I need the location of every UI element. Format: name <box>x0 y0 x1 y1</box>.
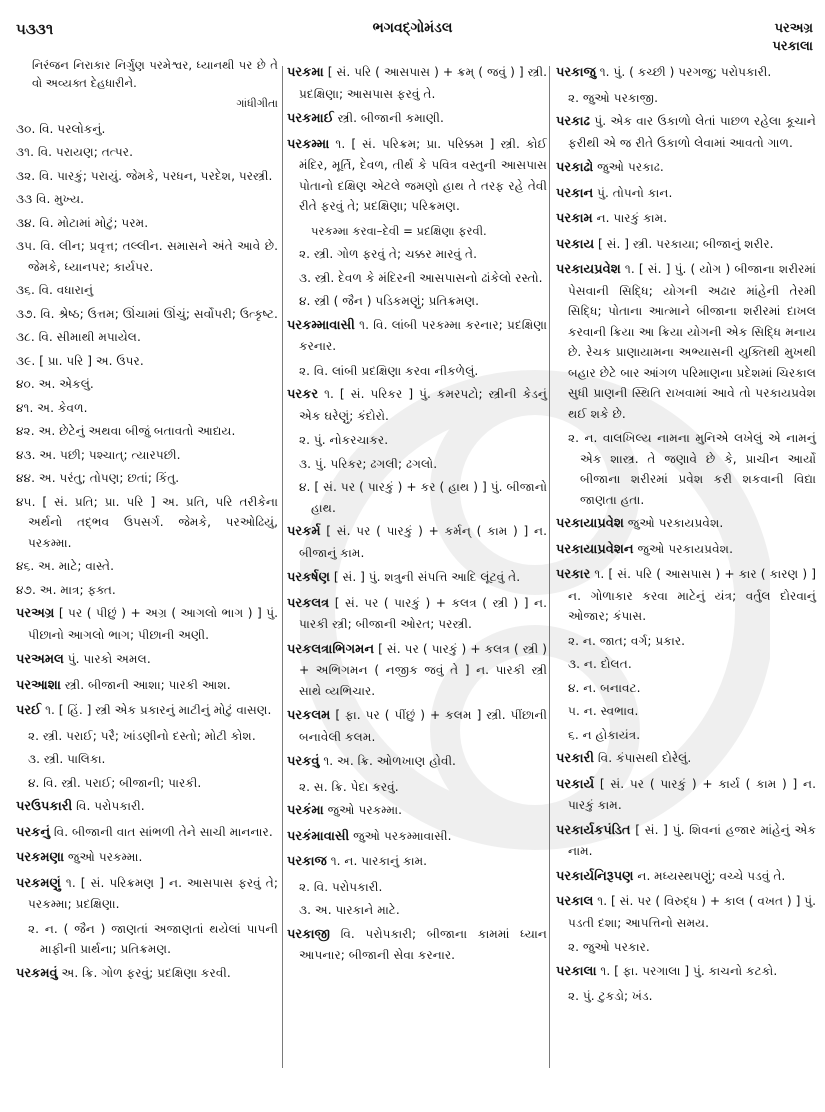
sense: ૩૫. વિ. લીન; પ્રવૃત્ત; તલ્લીન. સમાસને અંતે આવે છે. જેમકે, ધ્યાનપર; કાર્યપર. <box>16 239 278 274</box>
dictionary-entry <box>556 820 816 862</box>
definition: [ સં. ] સ્ત્રી. પરકાયા; બીજાનું શરીર. <box>598 236 774 251</box>
definition: સ્ત્રી. બીજાની કમાણી. <box>337 111 444 125</box>
headword: પરકમણું <box>16 875 61 891</box>
headword: પરકાઢો <box>556 160 594 175</box>
sense: ૨. વિ. લાંબી પ્રદક્ષિણા કરવા નીકળેલું. <box>299 363 479 378</box>
definition: [ સં. ] પું. શત્રુની સંપત્તિ આદિ લૂંટવું તે. <box>333 570 521 584</box>
dictionary-entry <box>287 924 547 966</box>
dictionary-entry <box>16 649 278 671</box>
sense: ૬. ન હોકાયંત્ર. <box>568 727 641 742</box>
headword: પરકાયાપ્રવેશન <box>556 541 634 557</box>
sense: ૪૭. અ. માત્ર; ફક્ત. <box>16 582 116 597</box>
headword: પરકાલા <box>556 963 597 979</box>
dictionary-entry <box>287 639 547 702</box>
headword: પરકંમાવાસી <box>287 828 350 844</box>
headword: પરકાર <box>556 567 591 582</box>
headword: પરકર્મ <box>287 524 321 539</box>
headword: પરકર <box>287 387 319 402</box>
definition: ૧. [ સં. પરિક્રમ; પ્રા. પરિક્કમ ] સ્ત્રી. કોઈ મંદિર, મૂર્તિ, દેવળ, તીર્થ કે પવિત્ર વસ્તુની આસપાસ પોતાનો દક્ષિણ એટલે જમણો હાથ તે તરફ રહે તેવી રીતે ફરવું તે; પ્રદક્ષિણા; પરિક્રમણ. <box>299 136 548 213</box>
dictionary-entry <box>556 62 816 84</box>
definition: ૧. [ સં. ] પું. ( યોગ ) બીજાના શરીરમાં પેસવાની સિદ્ધિ; યોગની અઢાર માંહેની તેરમી સિદ્ધિ; પોતાના આત્માને બીજાના શરીરમાં દાખલ કરવાની ક્રિયા આ ક્રિયા યોગની એક સિદ્ધિ મનાય છે. રેચક પ્રાણાયામના અભ્યાસની યુક્તિથી મુખથી બહાર છેટે બાર આંગળ પરિમાણના પ્રદેશમાં ચિરકાલ સુધી પ્રાણની સ્થિતિ રાખવામાં આવે તો પરકાયપ્રવેશ થઈ શકે છે. <box>568 262 816 421</box>
definition: ૧. [ હિં. ] સ્ત્રી એક પ્રકારનું માટીનું મોટું વાસણ. <box>45 703 272 717</box>
headword: પરકલત્ર <box>287 595 330 611</box>
sense: ૨. સ. ક્રિ. પેદા કરવું. <box>299 779 399 794</box>
headword: પરકાઢ <box>556 114 590 129</box>
definition: ૧. [ ફા. પરગાલા ] પું. કાચનો કટકો. <box>600 963 778 978</box>
sense: ૪૫. [ સં. પ્રતિ; પ્રા. પરિ ] અ. પ્રતિ, પરિ તરીકેના અર્થનો તદ્ભવ ઉપસર્ગ. જેમકે, પરઓઢિયું, પરકમ્મા. <box>16 494 278 550</box>
dictionary-entry <box>287 315 547 357</box>
dictionary-entry <box>556 157 816 179</box>
headword: પરકારી <box>556 751 594 766</box>
headword: પરકાજુ <box>556 65 596 80</box>
sense: ૪૪. અ. પરંતુ; તોપણ; છતાં; કિંતુ. <box>16 471 180 485</box>
headword: પરકલત્રાભિગમન <box>287 641 375 657</box>
sense: ૩૪. વિ. મોટામાં મોટું; પરમ. <box>16 215 149 230</box>
headword: પરકર્ષણ <box>287 570 330 585</box>
headword: પરકમ્માવાસી <box>287 317 355 333</box>
definition: ૧. [ સં. પરિ ( આસપાસ ) + કાર ( કારણ ) ] ન. ગોળાકાર કરવા માટેનું યંત્ર; વર્તુલ દોરવાનું ઓજાર; કંપાસ. <box>568 567 817 623</box>
dictionary-entry <box>556 891 816 933</box>
dictionary-entry <box>556 539 816 561</box>
sense: ૩. પું. પરિકર; ઢગલી; ઢગલો. <box>299 456 438 471</box>
dictionary-entry <box>287 851 547 873</box>
column-divider <box>549 66 550 1068</box>
headword: પરકાય <box>556 236 595 252</box>
headword: પરકમાઈ <box>287 111 334 126</box>
sense: ૪૩. અ. પછી; પશ્ચાત્; ત્યારપછી. <box>16 447 181 462</box>
headword: પરકામ <box>556 211 593 226</box>
dictionary-entry <box>287 108 547 130</box>
dictionary-entry <box>556 513 816 535</box>
definition: ૧. [ સં. પરિક્રમણ ] ન. આસપાસ ફરવું તે; પરકમ્મા; પ્રદક્ષિણા. <box>28 875 278 911</box>
dictionary-entry <box>16 700 278 722</box>
dictionary-entry <box>556 774 816 816</box>
dictionary-entry <box>16 796 278 818</box>
headword: પરકનું <box>16 824 51 840</box>
definition: [ સં. ] પું. શિવનાં હજાર માંહેનું એક નામ. <box>568 822 817 858</box>
dictionary-entry <box>287 134 547 217</box>
sense: ૩૬. વિ. વધારાનું <box>16 283 94 297</box>
headword: પરકાર્યકપંડિત <box>556 822 631 838</box>
dictionary-entry <box>556 259 816 424</box>
headword: પરકાજી <box>287 926 330 942</box>
sense: ૨. સ્ત્રી. પરાઈ; પરૈ; ખાંડણીનો દસ્તો; મોટી કોશ. <box>28 728 256 743</box>
definition: [ સં. પરિ ( આસપાસ ) + ક્રમ્ ( જવું ) ] સ્ત્રી. પ્રદક્ષિણા; આસપાસ ફરવું તે. <box>299 65 548 101</box>
definition: જુઓ પરકમ્માવાસી. <box>353 828 452 843</box>
idiom: પરકમ્મા કરવા–દેવી = પ્રદક્ષિણા ફરવી. <box>311 223 487 238</box>
sense: ૩૨. વિ. પારકું; પરાયું. જેમકે, પરધન, પરદેશ, પરસ્ત્રી. <box>16 168 273 183</box>
citation-source: ગાંધીગીતા <box>236 97 278 110</box>
sense: ૪૬. અ. માટે; વાસ્તે. <box>16 559 114 573</box>
dictionary-entry <box>16 822 278 844</box>
sense: ૩૧. વિ. પરાયણ; તત્પર. <box>16 145 133 159</box>
sense: ૩૮. વિ. સીમાથી મપાયેલ. <box>16 330 141 344</box>
definition: ન. મધ્યસ્થપણું; વચ્ચે પડવું તે. <box>637 868 786 883</box>
dictionary-entry <box>556 208 816 230</box>
headword: પરકંમા <box>287 803 324 818</box>
left-column <box>16 44 278 988</box>
sense: ૪૦. અ. એકલું. <box>16 377 94 391</box>
headword: પરકાલ <box>556 894 594 909</box>
sense: ૩૩ વિ. મુખ્ય. <box>16 192 85 206</box>
sense: ૫. ન. સ્વભાવ. <box>568 704 639 718</box>
column-divider <box>282 66 283 1068</box>
dictionary-entry <box>556 748 816 770</box>
definition: [ ફા. પર ( પીંછું ) + કલમ ] સ્ત્રી. પીંછાની બનાવેલી કલમ. <box>299 708 548 744</box>
headword: પરકમ્મા <box>287 136 330 152</box>
guide-words <box>772 20 813 56</box>
definition: અ. ક્રિ. ગોળ ફરવું; પ્રદક્ષિણા કરવી. <box>61 965 231 980</box>
sense: ૩. અ. પારકાને માટે. <box>299 903 400 917</box>
citation-quote: નિરંજન નિરાકાર નિર્ગુણ પરમેશ્વર, ધ્યાનથી પર છે તે વો અવ્યક્ત દેહધારીને. <box>32 58 278 90</box>
sense: ૩૭. વિ. શ્રેષ્ઠ; ઉત્તમ; ઊંચામાં ઊંચું; સર્વોપરી; ઉત્કૃષ્ટ. <box>16 306 278 321</box>
dictionary-entry <box>556 961 816 983</box>
sense: ૩. સ્ત્રી. પાલિકા. <box>28 752 106 766</box>
sense: ૨. વિ. પરોપકારી. <box>299 879 383 894</box>
headword: પરકાજ <box>287 854 327 869</box>
definition: વિ. પરોપકારી. <box>76 799 145 813</box>
dictionary-entry <box>287 826 547 848</box>
definition: સ્ત્રી. બીજાની આશા; પારકી આશ. <box>64 677 231 692</box>
headword: પરકલમ <box>287 708 331 723</box>
definition: જુઓ પરકમ્મા. <box>327 803 403 817</box>
guide-word-last: પરકાલા <box>772 39 813 54</box>
definition: પું. તોપનો કાન. <box>597 185 673 200</box>
sense: ૨. પું. ટુકડો; ખંડ. <box>568 989 653 1003</box>
dictionary-entry <box>287 800 547 822</box>
dictionary-entry <box>287 593 547 635</box>
dictionary-entry <box>16 675 278 697</box>
headword: પરકમા <box>287 65 324 80</box>
dictionary-entry <box>556 564 816 627</box>
definition: જુઓ પરકાયપ્રવેશ. <box>637 541 733 556</box>
headword: પરઆશા <box>16 677 61 693</box>
definition: વિ. કંપાસથી દોરેલું. <box>597 751 692 765</box>
sense: ૪. ન. બનાવટ. <box>568 680 641 695</box>
sense: ૩. ન. દોલત. <box>568 657 632 671</box>
definition: જુઓ પરકાઢ. <box>597 160 664 174</box>
sense: ૨. પું. નોકરચાકર. <box>299 433 389 447</box>
headword: પરકાયપ્રવેશ <box>556 262 621 277</box>
definition: [ સં. પર ( પારકું ) + કલત્ર ( સ્ત્રી ) + અભિગમન ( નજીક જવું તે ] ન. પારકી સ્ત્રી સાથે વ્યભિચાર. <box>299 641 548 698</box>
right-column <box>556 62 816 1010</box>
book-title: ભગવદ્ગોમંડલ <box>372 20 453 36</box>
dictionary-entry <box>16 847 278 869</box>
sense: ૩. સ્ત્રી. દેવળ કે મંદિરની આસપાસનો ઢાંકેલો રસ્તો. <box>299 270 543 285</box>
definition: ૧. ન. પારકાનું કામ. <box>330 854 428 868</box>
definition: જુઓ પરકાયપ્રવેશ. <box>627 516 724 530</box>
dictionary-entry <box>16 963 278 985</box>
sense: ૪. [ સં. પર ( પારકું ) + કર ( હાથ ) ] પું. બીજાનો હાથ. <box>299 480 547 515</box>
sense: ૨. જુઓ પરકાજી. <box>568 90 658 105</box>
definition: પું. એક વાર ઉકાળો લેતાં પાછળ રહેલા કૂચાને ફરીથી એ જ રીતે ઉકાળો લેવામાં આવતો ગાળ. <box>568 114 816 150</box>
headword: પરકમણા <box>16 850 65 865</box>
dictionary-entry <box>556 111 816 153</box>
definition: ૧. અ. ક્રિ. ઓળખાણ હોવી. <box>323 754 456 768</box>
definition: જુઓ પરકમ્મા. <box>67 850 143 864</box>
definition: [ સં. પર ( પારકું ) + કાર્ય ( કામ ) ] ન. પારકું કામ. <box>568 776 816 812</box>
dictionary-entry <box>556 234 816 256</box>
definition: વિ. પરોપકારી; બીજાના કામમાં ધ્યાન આપનાર; બીજાની સેવા કરનાર. <box>299 926 547 962</box>
sense: ૨. ન. જાત; વર્ગ; પ્રકાર. <box>568 633 685 648</box>
dictionary-entry <box>16 873 278 915</box>
headword: પરઅમલ <box>16 652 64 667</box>
dictionary-entry <box>287 521 547 563</box>
sense: ૩૦. વિ. પરલોકનું. <box>16 121 106 136</box>
definition: ૧. [ સં. પર ( વિરુદ્ધ ) + કાલ ( વખત ) ] પું. પડતી દશા; આપત્તિનો સમય. <box>568 894 817 930</box>
sense: ૨. ન. વાલખિલ્ય નામના મુનિએ લખેલું એ નામનું એક શાસ્ત્ર. તે જણાવે છે કે, પ્રાચીન આર્યો બીજાના શરીરમાં પ્રવેશ કરી શકવાની વિદ્યા જાણતા હતા. <box>568 431 816 507</box>
definition: પું. પારકો અમલ. <box>67 652 151 666</box>
headword: પરકાન <box>556 185 594 201</box>
dictionary-entry <box>556 866 816 888</box>
dictionary-entry <box>287 384 547 426</box>
dictionary-entry <box>287 705 547 747</box>
headword: પરકવું <box>287 754 320 769</box>
definition: [ પર ( પીછું ) + અગ્ર ( આગલો ભાગ ) ] પું. પીછાનો આગલો ભાગ; પીછાની અણી. <box>28 606 278 642</box>
definition: ૧. પું. ( કચ્છી ) પરગજુ; પરોપકારી. <box>599 65 772 79</box>
sense: ૨. જુઓ પરકાર. <box>568 940 650 954</box>
definition: ૧. [ સં. પરિકર ] પું. કમરપટો; સ્ત્રીની કેડનું એક ઘરેણું; કંદોરો. <box>299 387 547 423</box>
headword: પરકાયાપ્રવેશ <box>556 516 624 531</box>
dictionary-entry <box>287 62 547 104</box>
definition: [ સં. પર ( પારકું ) + કલત્ર ( સ્ત્રી ) ] ન. પારકી સ્ત્રી; બીજાની ઓરત; પરસ્ત્રી. <box>299 595 548 631</box>
sense: ૪૨. અ. છેટેનું અથવા બીજું બતાવતો આદ્યય. <box>16 424 236 438</box>
definition: વિ. બીજાની વાત સાંભળી તેને સાચી માનનાર. <box>53 824 273 839</box>
headword: પરકમવું <box>16 965 58 981</box>
guide-word-first: પરઅગ્ર <box>774 21 813 36</box>
sense: ૪. વિ. સ્ત્રી. પરાઈ; બીજાની; પારકી. <box>28 775 202 790</box>
headword: પરઈ <box>16 703 42 718</box>
sense: ૩૯. [ પ્રા. પરિ ] અ. ઉપર. <box>16 353 144 368</box>
definition: ન. પારકું કામ. <box>596 211 668 225</box>
definition: [ સં. પર ( પારકું ) + કર્મન્ ( કામ ) ] ન. બીજાનું કામ. <box>299 524 547 560</box>
sense: ૪૧. અ. કેવળ. <box>16 400 88 415</box>
dictionary-entry <box>16 603 278 645</box>
headword: પરકાર્યનિરૂપણ <box>556 868 634 884</box>
sense: ૨. સ્ત્રી. ગોળ ફરવું તે; ચક્કર મારવું તે. <box>299 247 477 261</box>
sense: ૪. સ્ત્રી ( જૈન ) પડિકમણું; પ્રતિક્રમણ. <box>299 294 480 308</box>
headword: પરઉપકારી <box>16 799 73 814</box>
headword: પરઅગ્ર <box>16 606 55 621</box>
dictionary-entry <box>287 751 547 773</box>
definition: ૧. વિ. લાંબી પરકમ્મા કરનાર; પ્રદક્ષિણા કરનાર. <box>299 317 547 353</box>
dictionary-entry <box>556 183 816 205</box>
middle-column <box>287 62 547 970</box>
page-number: ૫૩૩૧ <box>16 20 54 38</box>
dictionary-entry <box>287 567 547 589</box>
sense: ૨. ન. ( જૈન ) જાણતાં અજાણતાં થયેલાં પાપની માફીની પ્રાર્થના; પ્રતિક્રમણ. <box>28 921 278 956</box>
headword: પરકાર્ય <box>556 776 595 792</box>
